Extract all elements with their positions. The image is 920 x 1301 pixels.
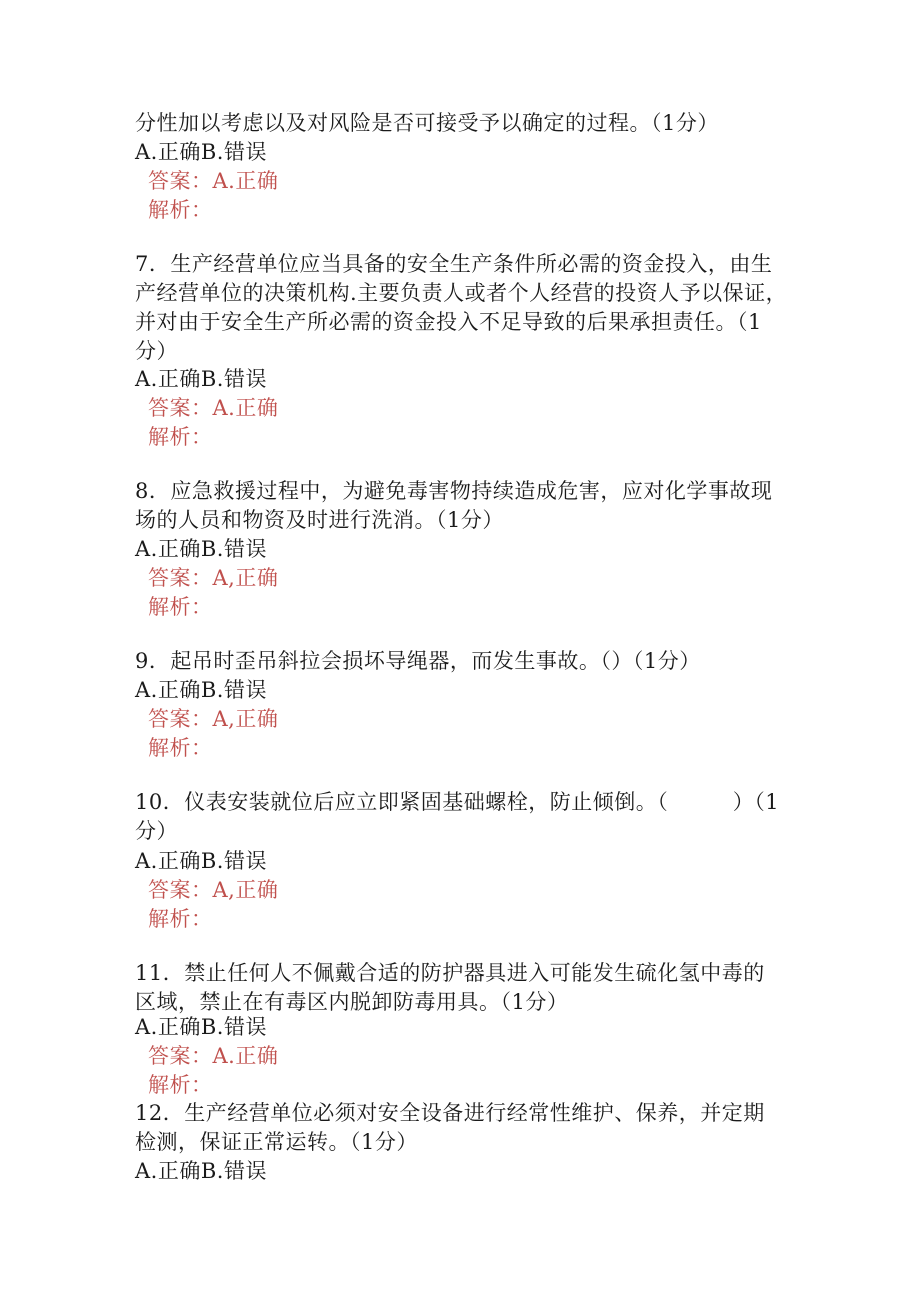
question-text-line: 分） [135,819,178,843]
question-options: A.正确B.错误 [135,678,267,702]
question-text-line: 并对由于安全生产所必需的资金投入不足导致的后果承担责任。（1 [135,310,762,334]
question-text-line: 产经营单位的决策机构.主要负责人或者个人经营的投资人予以保证， [135,281,788,305]
question-answer: 答案：A.正确 [148,169,279,193]
question-analysis: 解析： [148,907,213,931]
question-text-line: 检测，保证正常运转。（1分） [135,1130,418,1154]
question-text-line: 11．禁止任何人不佩戴合适的防护器具进入可能发生硫化氢中毒的 [135,961,765,985]
question-answer: 答案：A.正确 [148,396,279,420]
question-text-line: 分） [135,339,178,363]
question-analysis: 解析： [148,1073,213,1097]
question-analysis: 解析： [148,595,213,619]
question-options: A.正确B.错误 [135,1159,267,1183]
question-options: A.正确B.错误 [135,849,267,873]
question-answer: 答案：A,正确 [148,878,279,902]
question-options: A.正确B.错误 [135,367,267,391]
question-options: A.正确B.错误 [135,140,267,164]
question-analysis: 解析： [148,736,213,760]
question-text-line: 场的人员和物资及时进行洗消。（1分） [135,508,504,532]
question-answer: 答案：A,正确 [148,566,279,590]
question-analysis: 解析： [148,198,213,222]
question-text-line: 8．应急救援过程中，为避免毒害物持续造成危害，应对化学事故现 [135,479,773,503]
question-text-line: 9．起吊时歪吊斜拉会损坏导绳器，而发生事故。（）（1分） [135,649,701,673]
question-answer: 答案：A,正确 [148,707,279,731]
question-answer: 答案：A.正确 [148,1044,279,1068]
question-text-line: 12．生产经营单位必须对安全设备进行经常性维护、保养，并定期 [135,1101,765,1125]
question-text-line: 区域，禁止在有毒区内脱卸防毒用具。（1分） [135,990,569,1014]
question-options: A.正确B.错误 [135,1015,267,1039]
question-text-line: 分性加以考虑以及对风险是否可接受予以确定的过程。（1分） [135,111,719,135]
question-text-line: 7．生产经营单位应当具备的安全生产条件所必需的资金投入，由生 [135,252,773,276]
question-text-line: 10．仪表安装就位后应立即紧固基础螺栓，防止倾倒。（ ）（1 [135,790,780,814]
question-options: A.正确B.错误 [135,537,267,561]
question-analysis: 解析： [148,425,213,449]
